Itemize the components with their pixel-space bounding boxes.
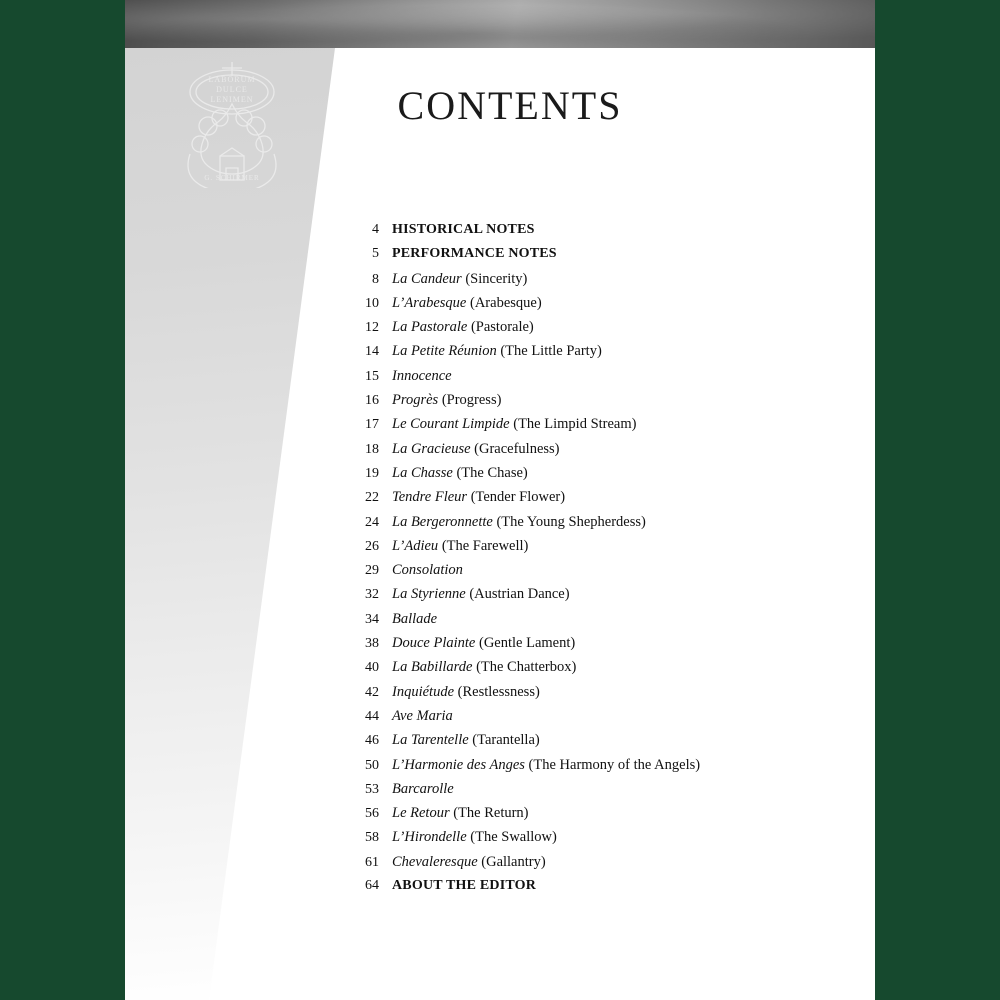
toc-page-number: 44 <box>365 708 379 724</box>
toc-entry[interactable] <box>335 781 815 805</box>
toc-page-number: 17 <box>365 417 379 433</box>
toc-page-number: 38 <box>365 636 379 652</box>
toc-entry[interactable] <box>335 489 815 513</box>
toc-title-translation: (The Swallow) <box>466 829 557 846</box>
toc-entry-title <box>392 805 529 822</box>
toc-page-number: 14 <box>365 344 379 360</box>
toc-entry-title <box>392 489 565 506</box>
toc-entry-title <box>392 368 452 385</box>
toc-title-text: La Styrienne <box>392 586 466 603</box>
toc-entry[interactable] <box>335 732 815 756</box>
toc-page-number: 15 <box>365 368 379 384</box>
right-background-margin <box>875 0 1000 1000</box>
toc-page-number: 53 <box>365 781 379 797</box>
toc-title-translation: (Pastorale) <box>467 319 534 336</box>
toc-entry-title <box>392 684 540 701</box>
toc-title-text: L’Arabesque <box>392 294 467 311</box>
toc-page-number: 18 <box>365 441 379 457</box>
toc-page-number: 42 <box>365 684 379 700</box>
toc-title-text: La Tarentelle <box>392 732 469 749</box>
toc-entry-title <box>392 392 501 409</box>
header-photo-band <box>125 0 875 48</box>
toc-entry[interactable] <box>335 514 815 538</box>
toc-page-number: 16 <box>365 393 379 409</box>
left-spine-edge <box>0 0 125 1000</box>
toc-entry[interactable] <box>335 441 815 465</box>
toc-title-translation: (The Return) <box>449 805 529 822</box>
publisher-crest-icon <box>178 58 286 188</box>
toc-entry[interactable] <box>335 343 815 367</box>
toc-title-translation: (Austrian Dance) <box>465 586 570 603</box>
toc-entry-title <box>392 538 528 555</box>
toc-title-translation: (Gracefulness) <box>470 440 560 457</box>
toc-title-translation: (Gallantry) <box>477 853 546 870</box>
toc-page-number: 5 <box>372 246 379 262</box>
page-title: CONTENTS <box>397 83 623 128</box>
toc-entry[interactable] <box>335 465 815 489</box>
toc-entry-title <box>392 271 527 288</box>
toc-entry[interactable] <box>335 684 815 708</box>
toc-entry-title <box>392 343 602 360</box>
toc-entry[interactable] <box>335 271 815 295</box>
toc-title-text: La Candeur <box>392 270 462 287</box>
toc-title-text: Ave Maria <box>392 707 453 724</box>
toc-title-text: L’Hirondelle <box>392 829 467 846</box>
toc-title-translation: (Gentle Lament) <box>475 635 576 652</box>
toc-title-translation: (The Harmony of the Angels) <box>524 756 701 773</box>
toc-entry[interactable] <box>335 708 815 732</box>
toc-page-number: 29 <box>365 563 379 579</box>
svg-text:DULCE: DULCE <box>216 85 248 94</box>
toc-title-text: La Petite Réunion <box>392 343 497 360</box>
toc-title-text: Le Retour <box>392 805 450 822</box>
toc-page-number: 26 <box>365 538 379 554</box>
toc-entry[interactable] <box>335 878 815 902</box>
toc-title-text: Progrès <box>392 392 439 409</box>
toc-entry[interactable] <box>335 392 815 416</box>
toc-entry-title <box>392 441 560 458</box>
toc-entry-title <box>392 659 576 676</box>
toc-entry-title <box>392 562 463 579</box>
toc-page-number: 61 <box>365 854 379 870</box>
toc-page-number: 12 <box>365 320 379 336</box>
toc-entry-title <box>392 611 437 628</box>
svg-text:LABORUM: LABORUM <box>208 75 256 84</box>
toc-title-text: Le Courant Limpide <box>392 416 510 433</box>
toc-title-text: Tendre Fleur <box>392 489 468 506</box>
toc-entry[interactable] <box>335 829 815 853</box>
toc-title-text: PERFORMANCE NOTES <box>392 246 557 262</box>
toc-entry[interactable] <box>335 659 815 683</box>
toc-page-number: 64 <box>365 878 379 894</box>
toc-entry-title <box>392 708 453 725</box>
toc-title-text: La Chasse <box>392 464 453 481</box>
toc-title-translation: (The Chatterbox) <box>472 659 577 676</box>
toc-title-translation: (Tarantella) <box>468 732 540 749</box>
toc-page-number: 22 <box>365 490 379 506</box>
toc-page-number: 56 <box>365 806 379 822</box>
toc-entry-title <box>392 416 636 433</box>
toc-title-text: Innocence <box>392 367 452 384</box>
toc-title-translation: (Restlessness) <box>454 683 540 700</box>
toc-page-number: 50 <box>365 757 379 773</box>
toc-entry-title <box>392 635 575 652</box>
toc-title-translation: (Tender Flower) <box>467 489 566 506</box>
toc-entry-title <box>392 246 557 262</box>
svg-text:LENIMEN: LENIMEN <box>210 95 254 104</box>
page-shadow-wedge <box>125 48 335 1000</box>
toc-title-text: HISTORICAL NOTES <box>392 222 535 237</box>
toc-title-translation: (Progress) <box>438 392 502 409</box>
toc-title-text: Barcarolle <box>392 780 454 797</box>
toc-title-text: Douce Plainte <box>392 635 476 652</box>
toc-entry-title <box>392 781 454 798</box>
toc-entry[interactable] <box>335 854 815 878</box>
toc-page-number: 46 <box>365 733 379 749</box>
toc-entry-title <box>392 854 546 871</box>
toc-entry-title <box>392 878 536 894</box>
toc-entry[interactable] <box>335 368 815 392</box>
toc-title-text: Inquiétude <box>392 683 455 700</box>
toc-title-text: Chevaleresque <box>392 853 478 870</box>
toc-entry-title <box>392 514 646 531</box>
toc-entry[interactable] <box>335 319 815 343</box>
toc-entry-title <box>392 586 570 603</box>
toc-page-number: 24 <box>365 514 379 530</box>
toc-entry[interactable] <box>335 246 815 270</box>
toc-entry[interactable] <box>335 757 815 781</box>
toc-page-number: 34 <box>365 611 379 627</box>
toc-title-translation: (The Farewell) <box>438 537 529 554</box>
toc-page-number: 19 <box>365 465 379 481</box>
toc-page-number: 32 <box>365 587 379 603</box>
toc-title-text: Consolation <box>392 562 463 579</box>
toc-entry[interactable] <box>335 635 815 659</box>
toc-entry[interactable] <box>335 295 815 319</box>
toc-title-translation: (Sincerity) <box>461 270 528 287</box>
toc-title-translation: (The Limpid Stream) <box>509 416 637 433</box>
toc-page-number: 4 <box>372 222 379 237</box>
toc-title-text: Ballade <box>392 610 438 627</box>
toc-entry[interactable] <box>335 562 815 586</box>
toc-title-text: L’Adieu <box>392 537 439 554</box>
toc-entry-title <box>392 319 534 336</box>
toc-title-text: La Pastorale <box>392 319 468 336</box>
toc-page-number: 10 <box>365 295 379 311</box>
toc-title-translation: (The Little Party) <box>496 343 602 360</box>
toc-entry-title <box>392 295 542 312</box>
toc-title-translation: (The Young Shepherdess) <box>492 513 646 530</box>
toc-title-text: ABOUT THE EDITOR <box>392 878 537 894</box>
svg-text:G. SCHIRMER: G. SCHIRMER <box>204 174 260 182</box>
toc-entry-title <box>392 732 540 749</box>
toc-title-translation: (The Chase) <box>452 464 528 481</box>
toc-title-text: L’Harmonie des Anges <box>392 756 525 773</box>
toc-title-text: La Bergeronnette <box>392 513 493 530</box>
toc-entry[interactable] <box>335 416 815 440</box>
toc-entry-title <box>392 222 535 238</box>
toc-entry[interactable] <box>335 538 815 562</box>
table-of-contents <box>335 222 815 902</box>
toc-entry[interactable] <box>335 805 815 829</box>
toc-entry-title <box>392 829 557 846</box>
toc-entry[interactable] <box>335 586 815 610</box>
toc-entry[interactable] <box>335 611 815 635</box>
toc-page-number: 40 <box>365 660 379 676</box>
toc-title-text: La Babillarde <box>392 659 473 676</box>
toc-page-number: 58 <box>365 830 379 846</box>
toc-page-number: 8 <box>372 271 379 287</box>
toc-entry[interactable] <box>335 222 815 246</box>
toc-title-text: La Gracieuse <box>392 440 471 457</box>
toc-entry-title <box>392 465 528 482</box>
toc-title-translation: (Arabesque) <box>466 294 542 311</box>
toc-entry-title <box>392 757 700 774</box>
